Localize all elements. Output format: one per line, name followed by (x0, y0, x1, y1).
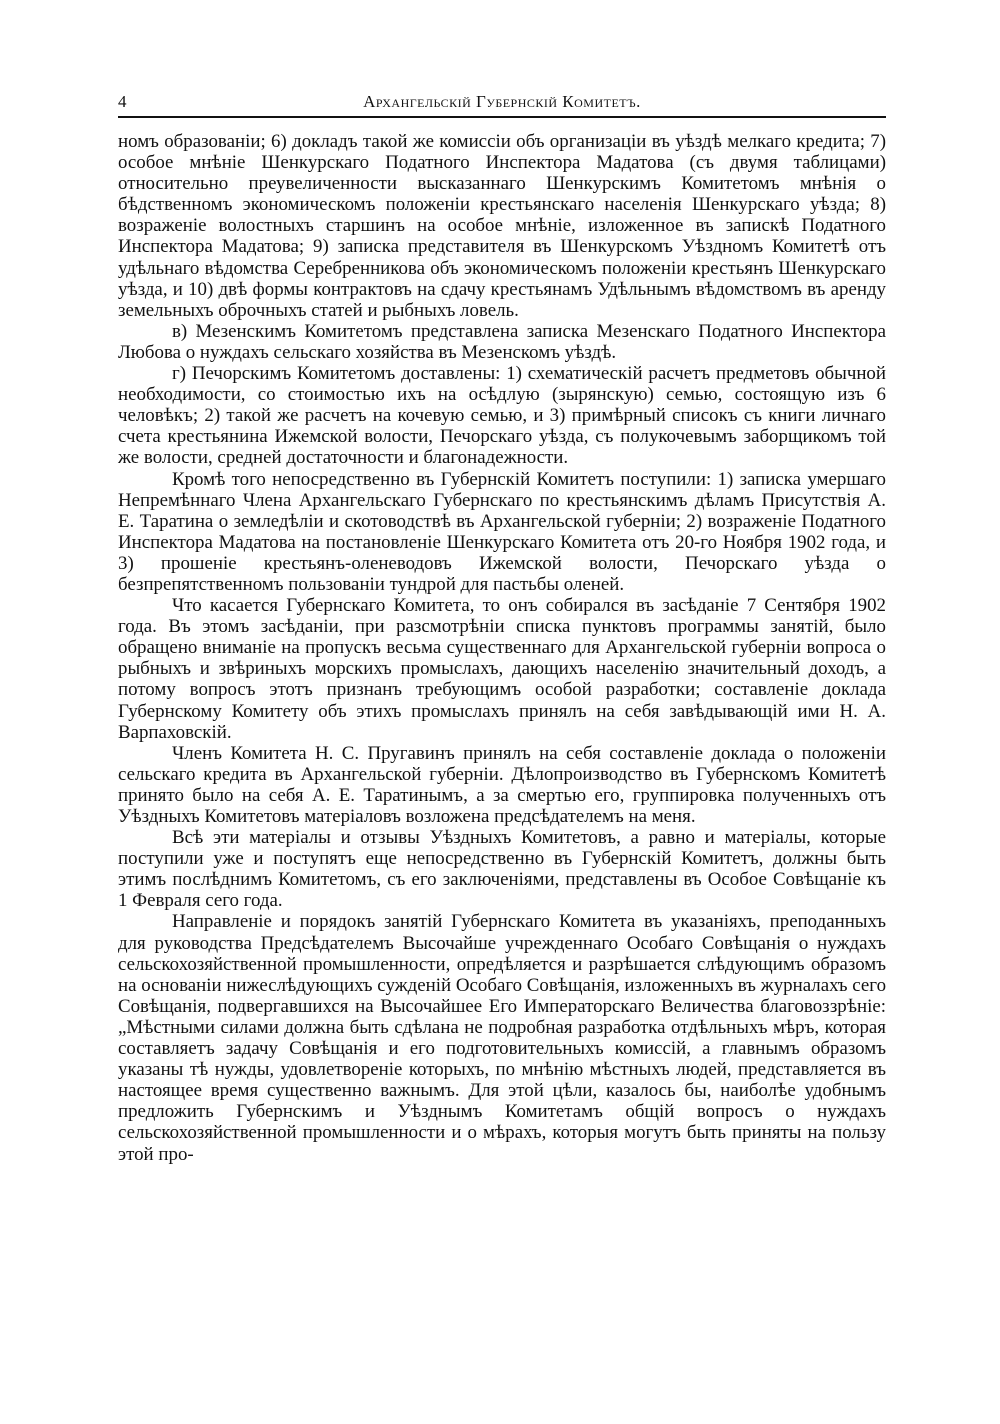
page-header (118, 92, 886, 118)
paragraph-3: г) Печорскимъ Комитетомъ доставлены: 1) схематическій расчетъ предметовъ обычной необходимости, со стоимостью ихъ на осѣдлую (зырянскую) семью, состоящую изъ 6 человѣкъ; 2) такой же расчетъ на кочевую семью, и 3) примѣрный списокъ съ книги личнаго счета крестьянина Ижемской волости, Печорскаго уѣзда, съ полукочевымъ заборщикомъ той же волости, средней достаточности и благонадежности. (118, 363, 886, 469)
paragraph-4: Кромѣ того непосредственно въ Губернскій Комитетъ поступили: 1) записка умершаго Непремѣннаго Члена Архангельскаго Губернскаго по крестьянскимъ дѣламъ Присутствія А. Е. Таратина о земледѣліи и скотоводствѣ въ Архангельской губерніи; 2) возраженіе Податного Инспектора Мадатова на постановленіе Шенкурскаго Комитета отъ 20-го Ноября 1902 года, и 3) прошеніе крестьянъ-оленеводовъ Ижемской волости, Печорскаго уѣзда о безпрепятственномъ пользованіи тундрой для пастьбы оленей. (118, 468, 886, 595)
paragraph-5: Что касается Губернскаго Комитета, то онъ собирался въ засѣданіе 7 Сентября 1902 года. Въ этомъ засѣданіи, при разсмотрѣніи списка пунктовъ программы занятій, было обращено вниманіе на пропускъ весьма существеннаго для Архангельской губерніи вопроса о рыбныхъ и звѣриныхъ морскихъ промыслахъ, дающихъ населенію значительный доходъ, а потому вопросъ этотъ признанъ требующимъ особой разработки; составленіе доклада Губернскому Комитету объ этихъ промыслахъ принялъ на себя завѣдывающій ими Н. А. Варпаховскій. (118, 595, 886, 743)
running-title: Архангельскій Губернскій Комитетъ. (363, 92, 641, 111)
paragraph-8: Направленіе и порядокъ занятій Губернскаго Комитета въ указаніяхъ, преподанныхъ для руководства Предсѣдателемъ Высочайше учрежденнаго Особаго Совѣщанія о нуждахъ сельскохозяйственной промышленности, опредѣляется и разрѣшается слѣдующимъ образомъ на основаніи нижеслѣдующихъ сужденій Особаго Совѣщанія, изложенныхъ въ журналахъ сего Совѣщанія, подвергавшихся на Высочайшее Его Императорскаго Величества благовоззрѣніе: „Мѣстными силами должна быть сдѣлана не подробная разработка отдѣльныхъ мѣръ, которая составляетъ задачу Совѣщанія и его подготовительныхъ комиссій, а главнымъ образомъ указаны тѣ нужды, удовлетвореніе которыхъ, по мнѣнію мѣстныхъ людей, представляется въ настоящее время существенно важнымъ. Для этой цѣли, казалось бы, наиболѣе удобнымъ предложить Губернскимъ и Уѣзднымъ Комитетамъ общій вопросъ о нуждахъ сельскохозяйственной промышленности и о мѣрахъ, которыя могутъ быть приняты на пользу этой про- (118, 911, 887, 1165)
page-number: 4 (118, 92, 127, 111)
paragraph-2: в) Мезенскимъ Комитетомъ представлена записка Мезенскаго Податного Инспектора Любова о нуждахъ сельскаго хозяйства въ Мезенскомъ уѣздѣ. (118, 320, 886, 363)
paragraph-6: Членъ Комитета Н. С. Пругавинъ принялъ на себя составленіе доклада о положеніи сельскаго кредита въ Архангельской губерніи. Дѣлопроизводство въ Губернскомъ Комитетѣ принято было на себя А. Е. Таратинымъ, а за смертью его, группировка полученныхъ отъ Уѣздныхъ Комитетовъ матеріаловъ возложена предсѣдателемъ на меня. (118, 742, 886, 827)
paragraph-1: номъ образованіи; 6) докладъ такой же комиссіи объ организаціи въ уѣздѣ мелкаго кредита; 7) особое мнѣніе Шенкурскаго Податного Инспектора Мадатова (съ двумя таблицами) относительно преувеличенности высказаннаго Шенкурскимъ Комитетомъ мнѣнія о бѣдственномъ экономическомъ положеніи крестьянскаго населенія Шенкурскаго уѣзда; 8) возраженіе волостныхъ старшинъ на особое мнѣніе, изложенное въ запискѣ Податного Инспектора Мадатова; 9) записка представителя въ Шенкурскомъ Уѣздномъ Комитетѣ отъ удѣльнаго вѣдомства Серебренникова объ экономическомъ положеніи крестьянъ Шенкурскаго уѣзда, и 10) двѣ формы контрактовъ на сдачу крестьянамъ Удѣльнымъ вѣдомствомъ въ аренду земельныхъ оброчныхъ статей и рыбныхъ ловель. (118, 131, 886, 321)
paragraph-7: Всѣ эти матеріалы и отзывы Уѣздныхъ Комитетовъ, а равно и матеріалы, которые поступили уже и поступятъ еще непосредственно въ Губернскій Комитетъ, должны быть этимъ послѣднимъ Комитетомъ, съ его заключеніями, представлены въ Особое Совѣщаніе къ 1 Февраля сего года. (118, 827, 886, 912)
body-text (118, 131, 886, 1165)
